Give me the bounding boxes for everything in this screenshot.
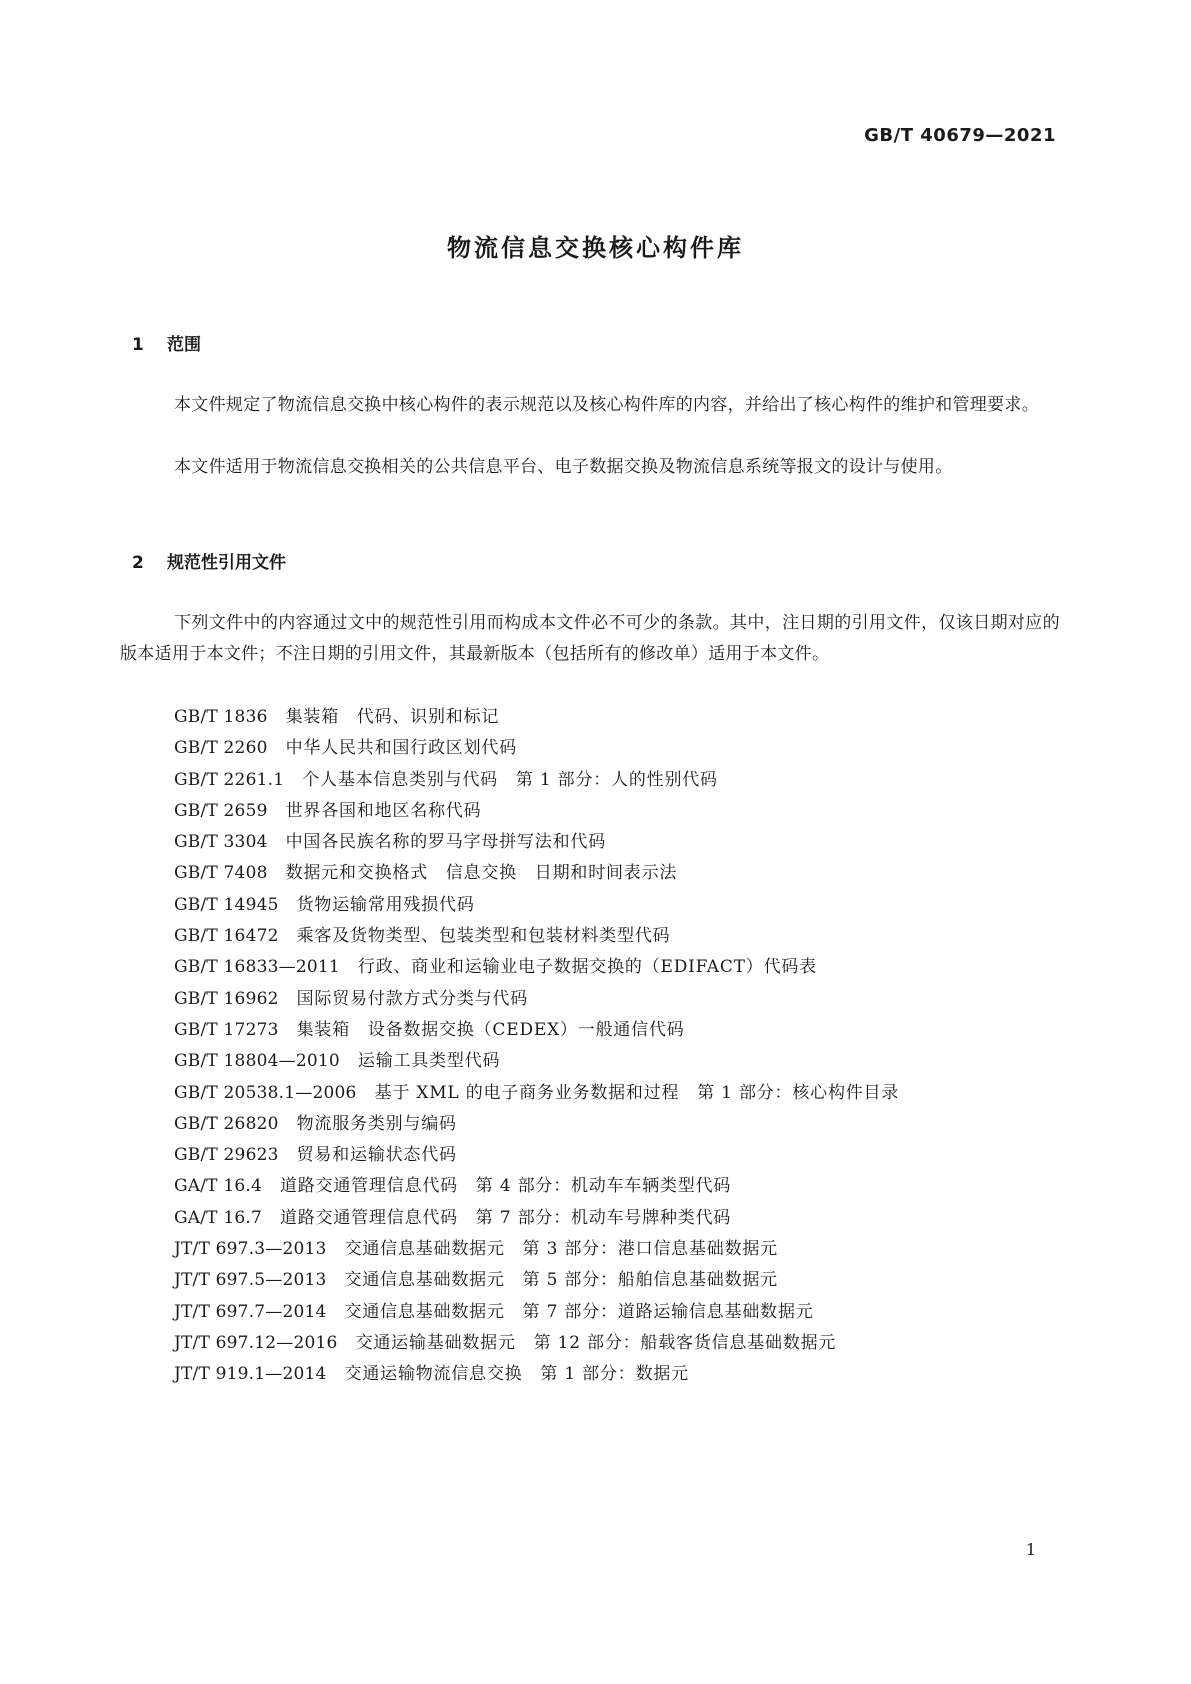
reference-item — [174, 1015, 899, 1046]
reference-code: GB/T 16472 — [174, 926, 279, 947]
reference-code: GB/T 7408 — [174, 863, 268, 884]
section-1-heading — [132, 330, 201, 355]
reference-code: GB/T 2261.1 — [174, 769, 285, 790]
reference-item — [174, 827, 899, 858]
reference-code: GB/T 3304 — [174, 832, 268, 853]
reference-code: JT/T 697.5—2013 — [174, 1270, 327, 1291]
reference-title: 货物运输常用残损代码 — [296, 894, 475, 915]
reference-title: 基于 XML 的电子商务业务数据和过程 第 1 部分：核心构件目录 — [374, 1082, 900, 1103]
reference-title: 乘客及货物类型、包装类型和包装材料类型代码 — [296, 926, 671, 947]
reference-code: GB/T 14945 — [174, 894, 279, 915]
section-1-paragraph: 本文件规定了物流信息交换中核心构件的表示规范以及核心构件库的内容，并给出了核心构件的维护和管理要求。 — [174, 395, 1039, 415]
section-1-paragraph: 本文件适用于物流信息交换相关的公共信息平台、电子数据交换及物流信息系统等报文的设计与使用。 — [174, 457, 953, 477]
standard-code: GB/T 40679—2021 — [864, 125, 1056, 146]
section-1-title: 范围 — [167, 335, 201, 355]
reference-item — [174, 1078, 899, 1109]
section-2-number: 2 — [132, 553, 144, 573]
reference-title: 道路交通管理信息代码 第 4 部分：机动车车辆类型代码 — [279, 1176, 732, 1197]
reference-item — [174, 921, 899, 952]
reference-item — [174, 1140, 899, 1171]
reference-code: GA/T 16.4 — [174, 1176, 262, 1197]
reference-item — [174, 1109, 899, 1140]
reference-item — [174, 733, 899, 764]
reference-title: 运输工具类型代码 — [357, 1051, 501, 1072]
page-number: 1 — [1025, 1540, 1036, 1559]
reference-item — [174, 1328, 899, 1359]
normative-reference-list — [174, 702, 899, 1391]
section-2-title: 规范性引用文件 — [167, 553, 286, 573]
reference-code: JT/T 697.7—2014 — [174, 1301, 327, 1322]
reference-title: 中华人民共和国行政区划代码 — [285, 738, 518, 759]
reference-title: 国际贸易付款方式分类与代码 — [296, 988, 529, 1009]
reference-title: 交通运输物流信息交换 第 1 部分：数据元 — [344, 1364, 689, 1385]
reference-code: GB/T 2260 — [174, 738, 268, 759]
reference-item — [174, 1046, 899, 1077]
reference-item — [174, 890, 899, 921]
reference-code: GB/T 20538.1—2006 — [174, 1082, 357, 1103]
reference-title: 交通运输基础数据元 第 12 部分：船载客货信息基础数据元 — [355, 1332, 837, 1353]
reference-item — [174, 1234, 899, 1265]
reference-title: 中国各民族名称的罗马字母拼写法和代码 — [285, 832, 607, 853]
reference-code: GB/T 2659 — [174, 800, 268, 821]
reference-code: GB/T 17273 — [174, 1019, 279, 1040]
section-1-number: 1 — [132, 335, 144, 355]
reference-item — [174, 765, 899, 796]
reference-title: 道路交通管理信息代码 第 7 部分：机动车号牌种类代码 — [279, 1207, 732, 1228]
section-2-intro: 下列文件中的内容通过文中的规范性引用而构成本文件必不可少的条款。其中，注日期的引用文件，仅该日期对应的版本适用于本文件；不注日期的引用文件，其最新版本（包括所有的修改单）适用于本文件。 — [120, 613, 1060, 664]
reference-title: 行政、商业和运输业电子数据交换的（EDIFACT）代码表 — [357, 957, 817, 978]
reference-code: GA/T 16.7 — [174, 1207, 262, 1228]
reference-item — [174, 1297, 899, 1328]
reference-code: GB/T 18804—2010 — [174, 1051, 340, 1072]
reference-title: 集装箱 代码、识别和标记 — [285, 707, 500, 727]
reference-item — [174, 858, 899, 889]
reference-code: GB/T 16962 — [174, 988, 279, 1009]
reference-code: GB/T 26820 — [174, 1113, 279, 1134]
reference-code: JT/T 697.3—2013 — [174, 1239, 327, 1260]
reference-item — [174, 1171, 899, 1202]
reference-title: 世界各国和地区名称代码 — [285, 800, 482, 821]
reference-code: JT/T 919.1—2014 — [174, 1364, 327, 1385]
reference-title: 交通信息基础数据元 第 7 部分：道路运输信息基础数据元 — [344, 1301, 814, 1322]
reference-item — [174, 952, 899, 983]
reference-item — [174, 1265, 899, 1296]
reference-title: 物流服务类别与编码 — [296, 1113, 457, 1134]
reference-title: 交通信息基础数据元 第 5 部分：船舶信息基础数据元 — [344, 1270, 778, 1291]
section-2-heading — [132, 548, 286, 573]
reference-code: GB/T 1836 — [174, 707, 268, 727]
reference-title: 集装箱 设备数据交换（CEDEX）一般通信代码 — [296, 1019, 685, 1040]
reference-item — [174, 1203, 899, 1234]
reference-code: GB/T 16833—2011 — [174, 957, 340, 978]
reference-code: GB/T 29623 — [174, 1145, 279, 1166]
reference-item — [174, 702, 899, 733]
reference-item — [174, 796, 899, 827]
document-title: 物流信息交换核心构件库 — [447, 234, 744, 262]
reference-item — [174, 984, 899, 1015]
reference-item — [174, 1359, 899, 1390]
reference-title: 交通信息基础数据元 第 3 部分：港口信息基础数据元 — [344, 1239, 778, 1260]
reference-title: 数据元和交换格式 信息交换 日期和时间表示法 — [285, 863, 678, 884]
reference-title: 个人基本信息类别与代码 第 1 部分：人的性别代码 — [302, 769, 718, 790]
reference-title: 贸易和运输状态代码 — [296, 1145, 457, 1166]
reference-code: JT/T 697.12—2016 — [174, 1332, 338, 1353]
